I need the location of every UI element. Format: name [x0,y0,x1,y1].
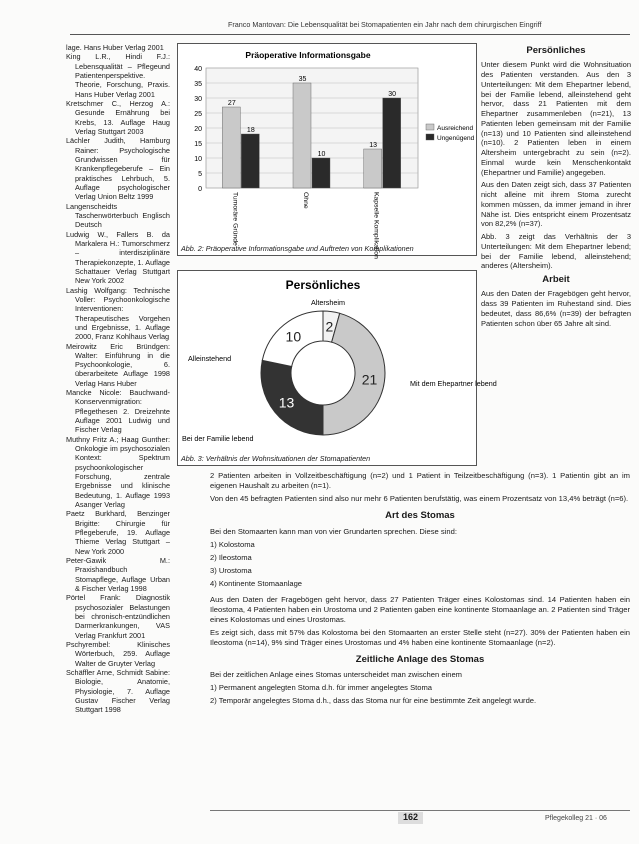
paragraph: Aus den Daten der Fragebögen geht hervor, dass 39 Patienten im Ruhestand sind. Dies bedeutet, dass 86,6% (n=39) der befragten Patienten schon über 65 Jahre alt sind. [481,289,631,328]
y-tick-label: 0 [198,186,202,193]
paragraph: Es zeigt sich, dass mit 57% das Kolostoma bei den Stomaarten an erster Stelle steht (n=27). 30% der Patienten haben ein Ileostoma (n=14), 9% sind Träger eines Urostomas und 4% haben eine kontinente Stomaanlage (n=2). [210,627,630,647]
reference-item: Lashig Wolfgang: Technische Voller: Psychoonkologische Interventionen: Therapeutisches Vorgehen und Ergebnisse, 1. Auflage 2000, Franz Kohlhaus Verlag [66,285,170,342]
slice-category-label: Alleinstehend [188,354,232,363]
y-tick-label: 30 [194,96,202,103]
bar [364,149,382,188]
slice-category-label: Bei der Familie lebend [182,434,254,443]
reference-item: Mancke Nicole: Bauchwand-Konservenmigration: Pflegethesen 2. Dreizehnte Auflage 2001 Ludwig und Fischer Verlag [66,388,170,435]
x-tick-label: Tumoräre Gründe [231,192,239,246]
reference-item: Pörtel Frank: Diagnostik psychosozialer Belastungen bei chronisch-entzündlichen Darmerkrankungen, VAS Verlag Frankfurt 2001 [66,593,170,640]
body-text [210,471,630,709]
figure-caption: Abb. 2: Präoperative Informationsgabe und Auftreten von Komplikationen [181,243,414,253]
legend-swatch [426,124,434,130]
paragraph: Unter diesem Punkt wird die Wohnsituation des Patienten verstanden. Aus den 3 Unterteilungen: Mit dem Ehepartner lebend, bei der Familie lebend, alleinstehend geht hervor, dass 21 Patienten mit dem Ehepartner zusammenleben (n=21), 13 Patienten leben gemeinsam mit der Familie (n=13) und 10 Patienten sind alleinstehend (n=10). 2 Patienten leben in einem Altersheim untergebracht zu sein (n=2). Einmal wurde kein Menschenkontakt (Ehepartner und Familie) angegeben. [481,60,631,177]
y-tick-label: 25 [194,111,202,118]
chart-title: Präoperative Informationsgabe [245,50,371,60]
bar-value-label: 10 [317,151,326,158]
running-title: Franco Mantovan: Die Lebensqualität bei Stomapatienten ein Jahr nach dem chirurgischen Eingriff [228,20,542,29]
right-text-column [481,43,631,331]
slice-category-label: Altersheim [311,298,345,307]
list-item: 1) Kolostoma [210,539,255,549]
reference-item: Kretschmer C., Herzog A.: Gesunde Ernährung bei Krebs, 13. Auflage Haug Verlag Stuttgart 2003 [66,98,170,136]
y-tick-label: 10 [194,156,202,163]
paragraph: Bei den Stomaarten kann man von vier Grundarten sprechen. Diese sind: [210,526,457,536]
bar-value-label: 27 [227,100,236,107]
reference-item: King L.R., Hindi F.J.: Lebensqualität – Pflegeund Patientenperspektive. Theorie, Forschung, Praxis. Hans Huber Verlag 2001 [66,52,170,99]
y-tick-label: 15 [194,141,202,148]
paragraph: 2 Patienten arbeiten in Vollzeitbeschäftigung (n=2) und 1 Patient in Teilzeitbeschäftigung (n=3). 1 Patientin gibt an im eigenen Haushalt zu arbeiten (n=1). [210,471,630,491]
bar-value-label: 30 [388,91,397,98]
donut-chart-svg [178,271,497,451]
legend-label: Ausreichend [437,125,474,132]
legend-swatch [426,134,434,140]
figure-caption: Abb. 3: Verhältnis der Wohnsituationen der Stomapatienten [181,453,371,463]
reference-item: Pschyrembel: Klinisches Wörterbuch, 259. Auflage Walter de Gruyter Verlag [66,640,170,668]
bar-value-label: 18 [246,127,255,134]
x-tick-label: Ohne [302,192,309,209]
legend-label: Ungenügend [437,135,475,142]
list-item: 3) Urostoma [210,565,252,575]
y-tick-label: 35 [194,81,202,88]
bar [312,158,330,188]
slice-value-label: 2 [325,318,334,335]
reference-item: Schäffler Arne, Schmidt Sabine: Biologie, Anatomie, Physiologie, 7. Auflage Gustav Fischer Verlag Stuttgart 1998 [66,667,170,715]
bar [383,98,401,188]
paragraph: Von den 45 befragten Patienten sind also nur mehr 6 Patienten berufstätig, was einem Prozentsatz von 13,4% beträgt (n=6). [210,494,629,504]
slice-value-label: 21 [361,371,378,388]
reference-item: Meirowitz Eric Bründgen: Walter: Einführung in die Psychoonkologie, 6. überarbeitete Auflage 1998 Verlag Hans Huber [66,341,170,388]
section-heading: Arbeit [542,274,570,286]
figure-bar-chart [177,43,477,259]
journal-name: Pflegekolleg 21 · 06 [545,815,607,822]
reference-item: Peter-Gawik M.: Praxishandbuch Stomapflege, Auflage Urban & Fischer Verlag 1998 [66,556,170,594]
paragraph: Aus den Daten der Fragebögen geht hervor, dass 27 Patienten Träger eines Kolostomas sind. 14 Patienten haben ein Ileostoma, 4 Patienten haben ein Urostoma und 2 Patienten gaben eine kontinente Stomaanlage an. 2 Patienten sind Träger eines Kolostomas und eines Urostomas. [210,594,630,624]
x-tick-label: Kapselle Komplikation [372,192,380,259]
paragraph: Bei der zeitlichen Anlage eines Stomas unterscheidet man zwischen einem [210,670,462,680]
bar [241,134,259,188]
bar [293,83,311,188]
slice-value-label: 10 [285,328,302,345]
section-heading: Art des Stomas [385,510,455,522]
slice-category-label: Mit dem Ehepartner lebend [410,379,497,388]
bar [222,107,240,188]
list-item: 2) Ileostoma [210,552,252,562]
list-item: 1) Permanent angelegten Stoma d.h. für immer angelegtes Stoma [210,683,433,693]
reference-item: Ludwig W., Fallers B. da Markalera H.: Tumorschmerz – interdisziplinäre Therapiekonzepte, 1. Auflage Schattauer Verlag Stuttgart New York 2002 [66,229,170,286]
y-tick-label: 40 [194,66,202,73]
paragraph: Abb. 3 zeigt das Verhältnis der 3 Unterteilungen: Mit dem Ehepartner lebend; bei der Familie lebend, alleinstehend; anderes (Altersheim). [481,232,631,271]
reference-item: Muthny Fritz A.; Haag Gunther: Onkologie im psychosozialen Kontext: Spektrum psychoonkologischer Forschung, zentrale Ergebnisse und klinische Bedeutung, 1. Auflage 1993 Asanger Verlag [66,434,170,510]
list-item: 2) Temporär angelegtes Stoma d.h., dass das Stoma nur für eine bestimmte Zeit angelegt wurde. [210,696,537,706]
list-item: 4) Kontinente Stomaanlage [210,578,303,588]
section-heading: Zeitliche Anlage des Stomas [355,653,485,665]
bar-value-label: 35 [298,76,307,83]
reference-column [66,43,170,715]
reference-item: lage. Hans Huber Verlag 2001 [66,43,164,52]
slice-value-label: 13 [278,394,295,411]
footer-rule [210,810,630,811]
reference-item: Lächler Judith, Hamburg Rainer: Psychologische Grundwissen für Krankenpflegeberufe – Ein praktisches Lehrbuch, 5. Auflage psychologischer Verlag Union Beltz 1999 [66,136,170,202]
reference-item: Langenscheidts Taschenwörterbuch Englisch Deutsch [66,201,170,230]
figure-donut-chart [177,270,497,466]
header-rule [70,34,630,35]
paragraph: Aus den Daten zeigt sich, dass 37 Patienten nicht alleine mit ihrem Stoma zurecht kommen müssen, da immer jemand in ihrer Nähe ist. Dies entspricht einem Prozentsatz von 82,2% (n=37). [481,180,631,229]
section-heading: Persönliches [526,45,586,56]
reference-item: Paetz Burkhard, Benzinger Brigitte: Chirurgie für Pflegeberufe, 19. Auflage Thieme Verlag Stuttgart – New York 2000 [66,509,170,556]
bar-value-label: 13 [369,142,378,149]
chart-title: Persönliches [285,278,361,292]
y-tick-label: 20 [194,126,202,133]
page-number: 162 [398,812,423,824]
y-tick-label: 5 [198,171,202,178]
